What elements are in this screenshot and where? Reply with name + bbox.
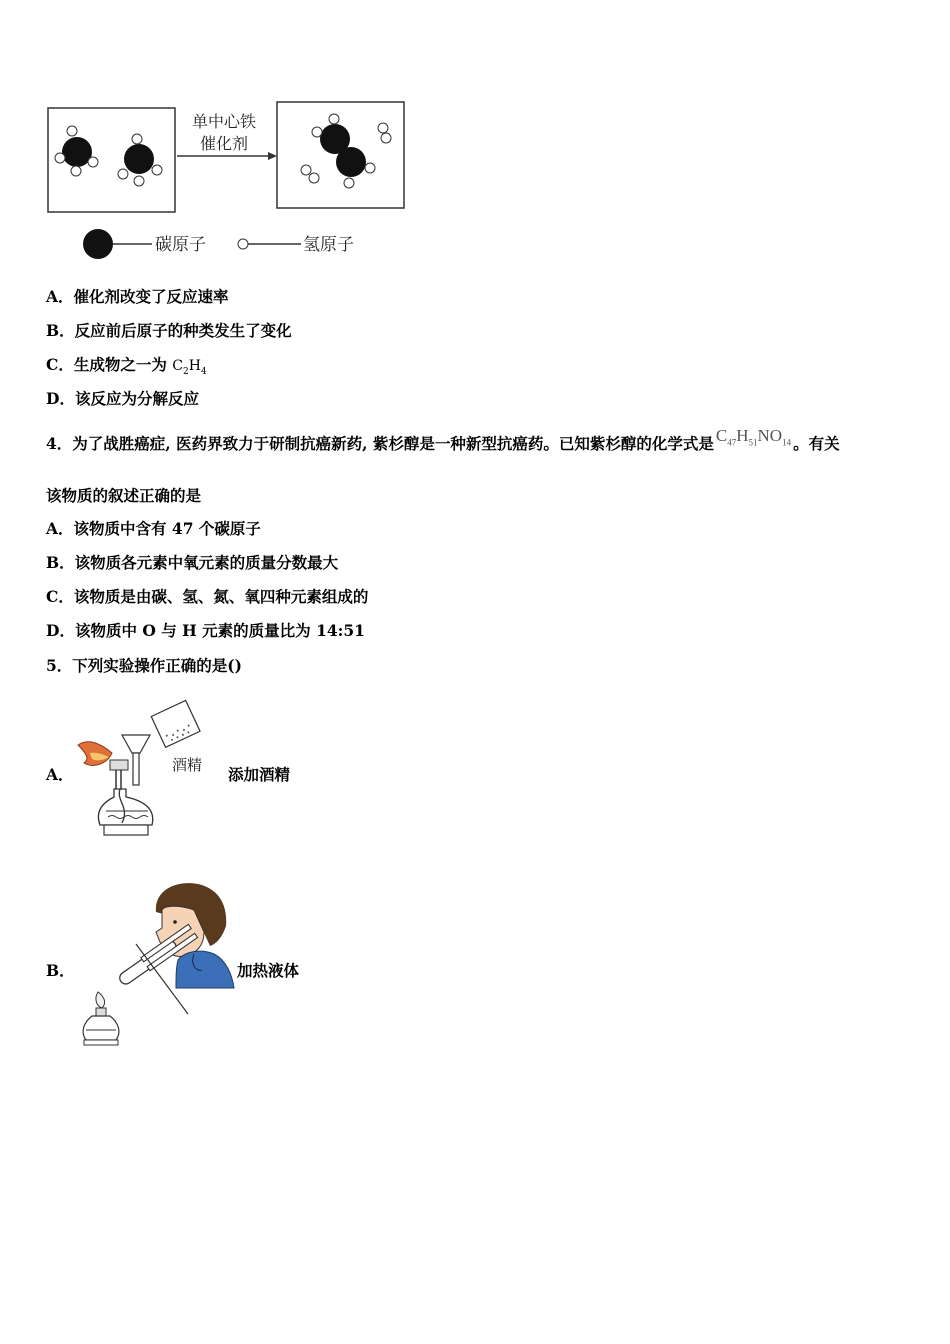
q4-option-b xyxy=(46,551,338,573)
alcohol-lamp-figure xyxy=(76,697,216,842)
flame-icon xyxy=(96,992,105,1008)
q3-option-a xyxy=(46,285,229,307)
option-letter: A． xyxy=(46,519,74,538)
q3-option-b xyxy=(46,319,292,341)
methane-molecule xyxy=(118,134,162,186)
shirt xyxy=(176,951,234,988)
q5-option-a-letter: A． xyxy=(46,765,74,784)
q4-stem-part2: 。有关 xyxy=(793,434,840,453)
heating-liquid-figure xyxy=(76,880,236,1048)
q5-option-b-letter: B． xyxy=(46,961,75,980)
ethylene-molecule xyxy=(312,114,375,188)
catalyst-label-line1: 单中心铁 xyxy=(192,112,257,131)
option-letter: B． xyxy=(46,321,75,340)
q4-option-d xyxy=(46,619,365,641)
hydrogen-legend-icon xyxy=(238,239,248,249)
option-letter: C． xyxy=(46,355,74,374)
option-letter: C． xyxy=(46,587,74,606)
option-text: 该物质各元素中氧元素的质量分数最大 xyxy=(74,553,339,572)
q5-option-b-label: 加热液体 xyxy=(237,961,300,980)
option-letter: A． xyxy=(46,287,74,306)
q3-option-d xyxy=(46,387,199,409)
option-text: 该物质是由碳、氢、氮、氧四种元素组成的 xyxy=(73,587,369,606)
option-letter: D． xyxy=(46,621,75,640)
catalyst-label-line2: 催化剂 xyxy=(200,134,249,153)
c2h4-formula: $C_2H_4$ xyxy=(172,358,207,377)
hydrogen-molecule xyxy=(378,123,391,143)
option-text: 该物质中含有 47 个碳原子 xyxy=(73,519,261,538)
q4-stem-part1: 4．为了战胜癌症, 医药界致力于研制抗癌新药, 紫杉醇是一种新型抗癌药。已知紫杉醇的化学式是 xyxy=(46,434,714,453)
q4-option-c xyxy=(46,585,368,607)
alcohol-figure-label: 酒精 xyxy=(172,756,203,774)
option-letter: D． xyxy=(46,389,75,408)
q3-option-c xyxy=(46,353,207,377)
q4-option-a xyxy=(46,517,261,539)
q5-option-a-label: 添加酒精 xyxy=(228,765,291,784)
q4-stem-line2: 该物质的叙述正确的是 xyxy=(46,486,202,505)
hydrogen-molecule xyxy=(301,165,319,183)
option-text: 该物质中 O 与 H 元素的质量比为 14:51 xyxy=(74,621,365,640)
option-text: 生成物之一为 xyxy=(73,355,173,374)
option-letter: B． xyxy=(46,553,75,572)
option-text: 反应前后原子的种类发生了变化 xyxy=(74,321,292,340)
q4-stem xyxy=(46,426,840,455)
option-text: 该反应为分解反应 xyxy=(74,389,199,408)
legend-hydrogen-label: 氢原子 xyxy=(303,235,354,255)
methane-molecule xyxy=(55,126,98,176)
option-text: 催化剂改变了反应速率 xyxy=(73,287,229,306)
legend-carbon-label: 碳原子 xyxy=(155,235,206,255)
taxol-formula: $C_{47}H_{51}NO_{14}$ xyxy=(715,426,792,448)
q5-stem: 5．下列实验操作正确的是() xyxy=(46,656,242,675)
carbon-legend-icon xyxy=(83,229,113,259)
reaction-diagram xyxy=(44,98,414,264)
